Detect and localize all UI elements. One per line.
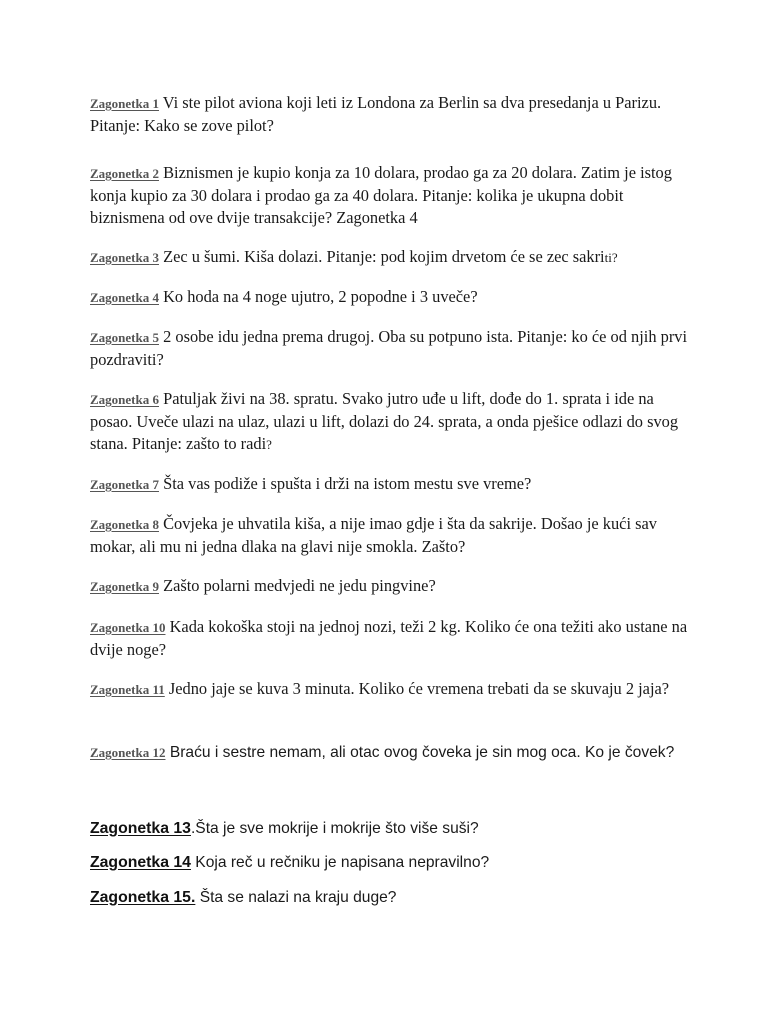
riddle-text: Koja reč u rečniku je napisana nepravilno? xyxy=(190,853,490,871)
riddle-label: Zagonetka 2 xyxy=(90,166,159,181)
riddle-label: Zagonetka 11 xyxy=(90,682,165,697)
riddle-12 xyxy=(90,741,690,765)
riddle-label: Zagonetka 9 xyxy=(90,579,159,594)
riddle-2 xyxy=(90,162,690,229)
riddle-5 xyxy=(90,326,690,371)
riddle-label: Zagonetka 14 xyxy=(90,853,191,871)
riddle-text: Vi ste pilot aviona koji leti iz Londona za Berlin sa dva presedanja u Parizu. Pitanje: Kako se zove pilot? xyxy=(90,93,662,135)
riddle-text: Šta vas podiže i spušta i drži na istom mestu sve vreme? xyxy=(158,474,532,493)
riddle-text: Kada kokoška stoji na jednoj nozi, teži 2 kg. Koliko će ona težiti ako ustane na dvije noge? xyxy=(90,617,688,659)
riddle-text: Jedno jaje se kuva 3 minuta. Koliko će vremena trebati da se skuvaju 2 jaja? xyxy=(164,679,670,698)
riddle-text: Čovjeka je uhvatila kiša, a nije imao gdje i šta da sakrije. Došao je kući sav mokar, ali mu ni jedna dlaka na glavi nije smokla. Zašto? xyxy=(90,514,657,556)
riddle-text: Patuljak živi na 38. spratu. Svako jutro uđe u lift, dođe do 1. sprata i ide na posao. Uveče ulazi na ulaz, ulazi u lift, dolazi do 24. sprata, a onda pješice odlazi do svog stana. Pitanje: zašto to radi xyxy=(90,389,679,453)
riddle-label: Zagonetka 8 xyxy=(90,517,159,532)
riddle-text: Zec u šumi. Kiša dolazi. Pitanje: pod kojim drvetom će se zec sakri xyxy=(158,247,605,266)
riddle-label: Zagonetka 12 xyxy=(90,745,166,760)
riddle-10 xyxy=(90,616,690,661)
riddle-6 xyxy=(90,388,690,456)
riddle-9 xyxy=(90,575,690,598)
riddle-text: Zašto polarni medvjedi ne jedu pingvine? xyxy=(158,576,436,595)
riddle-text: Šta se nalazi na kraju duge? xyxy=(195,888,397,906)
riddle-4 xyxy=(90,286,690,309)
riddle-3 xyxy=(90,246,690,269)
riddle-label: Zagonetka 6 xyxy=(90,392,159,407)
riddle-14 xyxy=(90,853,690,873)
riddle-text-tail: ? xyxy=(266,437,272,452)
riddle-label: Zagonetka 10 xyxy=(90,620,166,635)
riddle-8 xyxy=(90,513,690,558)
riddle-11 xyxy=(90,678,690,701)
riddle-label: Zagonetka 7 xyxy=(90,477,159,492)
riddle-label: Zagonetka 13 xyxy=(90,819,191,837)
riddle-label: Zagonetka 4 xyxy=(90,290,159,305)
riddle-text: Biznismen je kupio konja za 10 dolara, prodao ga za 20 dolara. Zatim je istog konja kupio za 30 dolara i prodao ga za 40 dolara. Pitanje: kolika je ukupna dobit biznismena od ove dvije transakcije? Zagonetka 4 xyxy=(90,163,672,227)
riddle-label: Zagonetka 1 xyxy=(90,96,159,111)
riddle-13 xyxy=(90,819,690,839)
riddle-1 xyxy=(90,92,690,137)
riddle-text: Braću i sestre nemam, ali otac ovog čoveka je sin mog oca. Ko je čovek? xyxy=(165,744,675,761)
riddle-label: Zagonetka 3 xyxy=(90,250,159,265)
riddle-label: Zagonetka 15. xyxy=(90,888,196,906)
riddle-15 xyxy=(90,888,690,908)
riddle-text: 2 osobe idu jedna prema drugoj. Oba su potpuno ista. Pitanje: ko će od njih prvi pozdraviti? xyxy=(90,327,688,369)
riddle-text: .Šta je sve mokrije i mokrije što više suši? xyxy=(190,819,479,837)
riddle-text: Ko hoda na 4 noge ujutro, 2 popodne i 3 uveče? xyxy=(158,287,478,306)
riddle-text-tail: ti? xyxy=(604,250,618,265)
riddle-label: Zagonetka 5 xyxy=(90,330,159,345)
riddle-7 xyxy=(90,473,690,496)
